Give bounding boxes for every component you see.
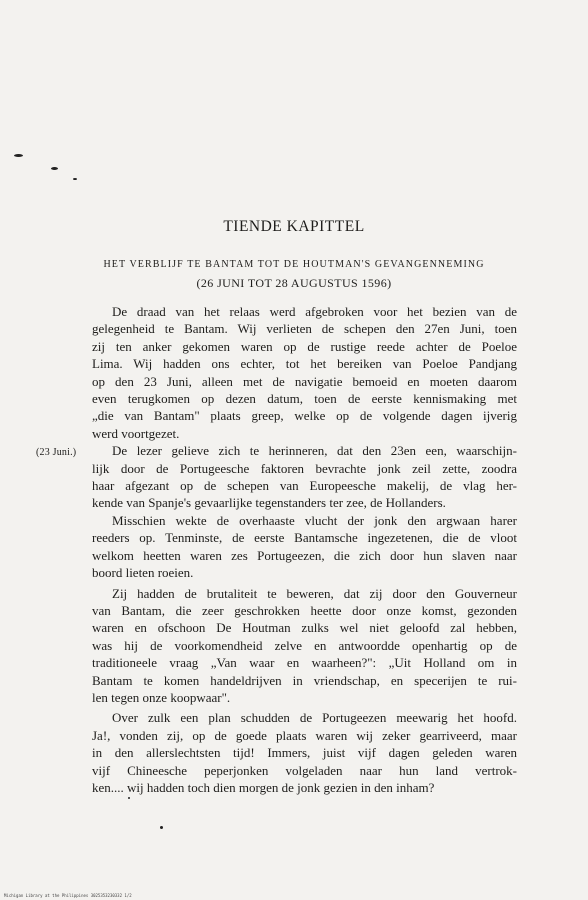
text-line: reeders op. Tenminste, de eerste Bantamsche ingezetenen, die de vloot [92,530,517,546]
scan-speck [160,826,163,829]
text-line: Zij hadden de brutaliteit te beweren, dat zij door den Gouverneur [112,585,517,601]
scan-footer: Michigan Library at the Philippines 3025353230332 1/2 [4,893,132,898]
text-line: waren en ofschoon De Houtman zulks wel niet geloofd zal hebben, [92,620,517,636]
text-line: traditioneele vraag „Van waar en waarheen?": „Uit Holland om in [92,655,517,671]
text-line: boord lieten roeien. [92,565,194,581]
text-line: Ja!, vonden zij, op de goede plaats waren wij zeker gearriveerd, maar [92,727,517,743]
paragraph [92,585,517,707]
text-line: Over zulk een plan schudden de Portugeezen meewarig het hoofd. [112,710,517,726]
text-line: Misschien wekte de overhaaste vlucht der jonk den argwaan harer [112,512,517,528]
chapter-subtitle [0,256,588,292]
paragraph [92,512,517,582]
text-line: lijk door de Portugeesche faktoren bevrachte jonk zeil zette, zoodra [92,460,517,476]
body-text [92,303,517,796]
text-line: De draad van het relaas werd afgebroken voor het bezien van de [112,304,517,319]
text-line: zij ten anker gekomen waren op de rustige reede achter de Poeloe [92,338,517,354]
scan-speck [128,797,130,799]
text-line: gelegenheid te Bantam. Wij verlieten de schepen den 27en Juni, toen [92,321,517,337]
margin-note: (23 Juni.) [36,447,77,458]
paragraph [92,442,517,512]
subtitle-line: HET VERBLIJF TE BANTAM TOT DE HOUTMAN'S GEVANGENNEMING [103,259,485,270]
text-line: welkom heetten waren zes Portugeezen, die zich door hun slaven naar [92,547,517,563]
chapter-title: TIENDE KAPITTEL [223,218,365,235]
text-line: van Bantam, die zeer geschrokken heette door onze komst, gezonden [92,602,517,618]
subtitle-dates: (26 JUNI TOT 28 AUGUSTUS 1596) [196,276,392,290]
text-line: „die van Bantam" plaats greep, welke op de volgende dagen ijverig [92,408,517,424]
text-line: werd voortgezet. [92,425,180,441]
text-line: Bantam te komen handeldrijven in vriendschap, en specerijen te rui- [92,672,517,688]
text-line: kende van Spanje's gevaarlijke tegenstanders ter zee, de Hollanders. [92,495,446,511]
text-line: haar afgezant op de schepen van Europeesche makelij, de vlag her- [92,478,517,494]
paragraph [92,303,517,442]
text-line: vijf Chineesche peperjonken volgeladen naar hun land vertrok- [92,762,517,778]
text-line: in den allerslechtsten tijd! Immers, juist vijf dagen geleden waren [92,745,517,761]
text-line: Lima. Wij hadden ons echter, tot het bereiken van Poeloe Pandjang [92,356,517,372]
text-line: De lezer gelieve zich te herinneren, dat den 23en een, waarschijn- [112,443,517,459]
paragraph [92,709,517,796]
scan-speck [73,178,77,180]
text-line: op den 23 Juni, alleen met de navigatie bemoeid en moeten daarom [92,373,517,389]
text-line: even terugkomen op dezen datum, toen de eerste kennismaking met [92,391,517,407]
text-line: len tegen onze koopwaar". [92,689,231,705]
text-line: ken.... wij hadden toch dien morgen de jonk gezien in den inham? [92,779,435,795]
scan-speck [51,167,58,170]
scan-speck [14,154,23,157]
text-line: was hij de voorkomendheid zelve en antwoordde openhartig op de [92,637,517,653]
